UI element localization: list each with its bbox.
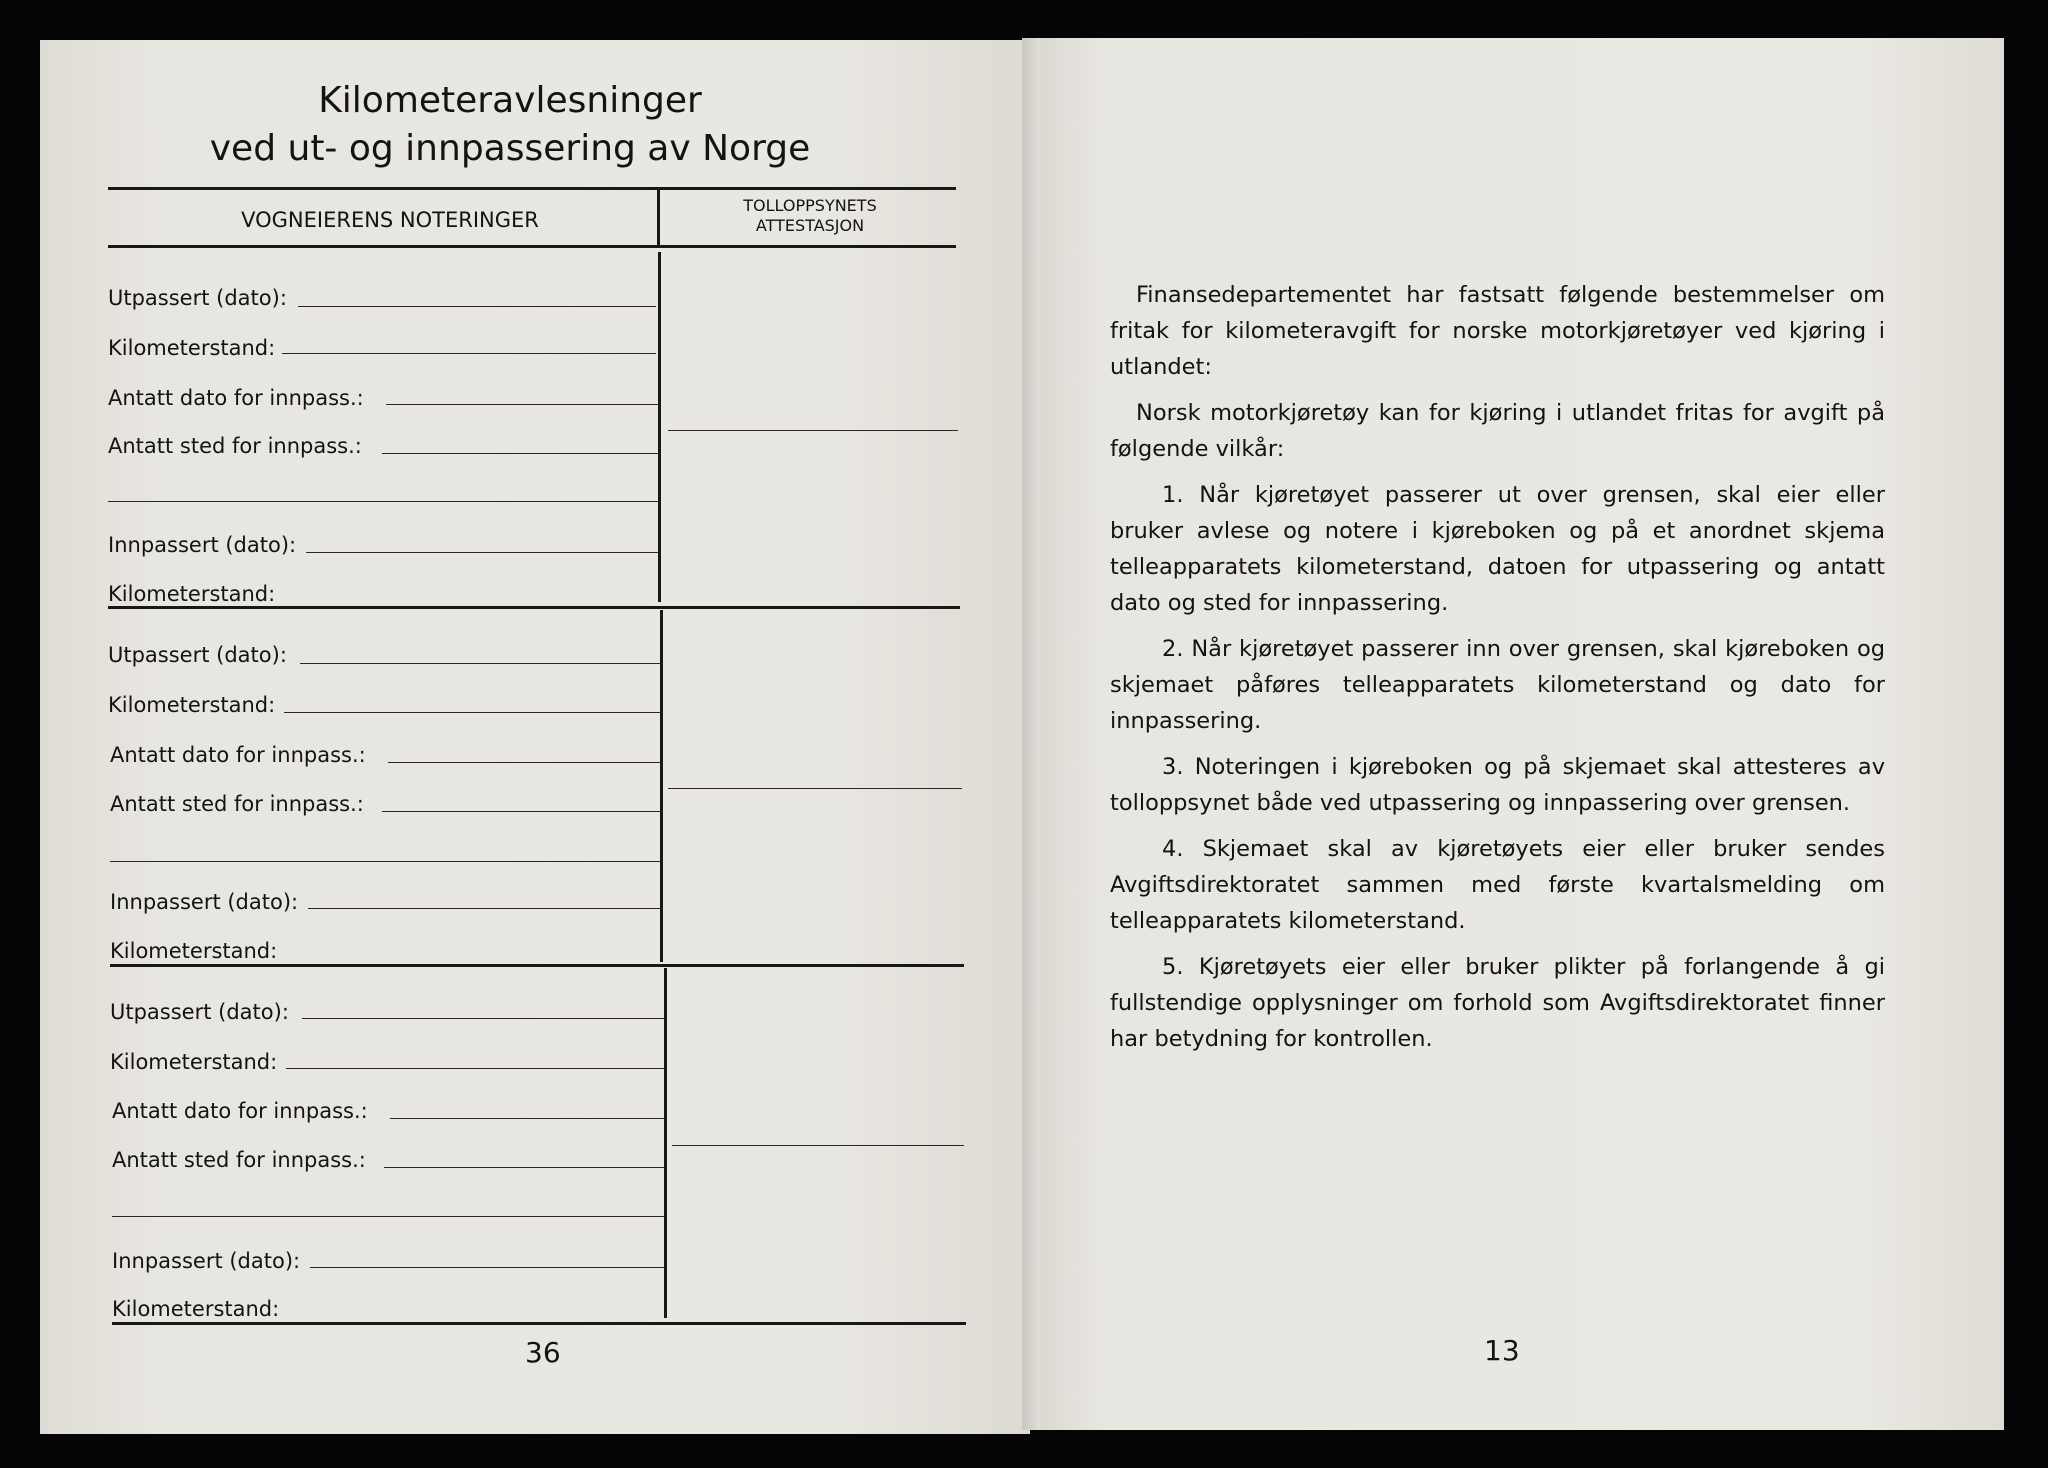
field-antatt-sted: Antatt sted for innpass.: [108,434,362,458]
field-antatt-dato: Antatt dato for innpass.: [108,386,364,410]
column-divider-2 [660,610,663,962]
fill-line[interactable] [110,861,660,862]
section-rule [112,1322,966,1325]
header-column-divider [657,190,660,246]
fill-line[interactable] [386,404,658,405]
fill-line[interactable] [284,712,660,713]
fill-line[interactable] [388,762,660,763]
field-kilometerstand: Kilometerstand: [108,693,276,717]
column-divider-3 [664,968,667,1318]
fill-line[interactable] [310,1267,664,1268]
rule-3 [1110,749,1885,821]
rule-text: Når kjøretøyet passerer inn over grensen, skal kjøreboken og skjemaet påføres telleapparatets kilometerstand og dato for innpassering. [1110,636,1885,734]
rule-1 [1110,477,1885,621]
rule-number: 3. [1162,754,1184,780]
rule-number: 2. [1162,636,1184,662]
field-utpassert: Utpassert (dato): [108,643,287,667]
rule-4 [1110,831,1885,939]
fill-line[interactable] [384,1167,664,1168]
page-number-right: 13 [1484,1334,1520,1367]
field-utpassert: Utpassert (dato): [108,286,287,310]
fill-line[interactable] [308,908,660,909]
customs-attest-line[interactable] [668,430,958,431]
regulations-text [1110,277,1885,1067]
fill-line[interactable] [390,1118,664,1119]
field-kilometerstand: Kilometerstand: [112,1297,280,1321]
field-antatt-dato: Antatt dato for innpass.: [110,743,366,767]
left-page [40,40,1030,1434]
column-customs-line1: TOLLOPPSYNETS [743,196,877,215]
fill-line[interactable] [286,1068,664,1069]
rule-text: Noteringen i kjøreboken og på skjemaet skal attesteres av tolloppsynet både ved utpassering og innpassering over grensen. [1110,754,1886,816]
rule-text: Kjøretøyets eier eller bruker plikter på forlangende å gi fullstendige opplysninger om forhold som Avgiftsdirektoratet finner har betydning for kontrollen. [1110,954,1885,1052]
intro-paragraph: Finansedepartementet har fastsatt følgende bestemmelser om fritak for kilometeravgift for norske motorkjøretøyer ved kjøring i utlandet: [1110,282,1885,380]
rule-number: 4. [1162,836,1184,862]
field-utpassert: Utpassert (dato): [110,1000,289,1024]
rule-5 [1110,949,1885,1057]
section-rule [110,964,964,967]
fill-line[interactable] [306,552,658,553]
column-customs-line2: ATTESTASJON [755,216,865,235]
rule-number: 5. [1162,954,1184,980]
fill-line[interactable] [382,453,658,454]
fill-line[interactable] [112,1216,664,1217]
book-gutter [1022,38,1040,1430]
field-kilometerstand: Kilometerstand: [108,336,276,360]
form-title-line2: ved ut- og innpassering av Norge [209,128,811,169]
customs-attest-line[interactable] [668,788,962,789]
fill-line[interactable] [108,501,658,502]
rule-2 [1110,631,1885,739]
header-bottom-rule [108,245,956,248]
customs-attest-line[interactable] [672,1145,964,1146]
field-kilometerstand: Kilometerstand: [110,1050,278,1074]
field-kilometerstand: Kilometerstand: [110,939,278,963]
rule-text: Når kjøretøyet passerer ut over grensen, skal eier eller bruker avlese og notere i kjøreboken og på et anordnet skjema telleapparatets kilometerstand, datoen for utpassering og antatt dato og sted for innpassering. [1110,482,1885,616]
form-title-line1: Kilometeravlesninger [318,80,702,121]
fill-line[interactable] [382,811,660,812]
header-top-rule [108,187,956,190]
field-innpassert: Innpassert (dato): [110,890,299,914]
fill-line[interactable] [302,1018,664,1019]
field-innpassert: Innpassert (dato): [108,533,297,557]
page-number-left: 36 [525,1336,561,1369]
rule-number: 1. [1162,482,1184,508]
fill-line[interactable] [300,663,660,664]
field-antatt-dato: Antatt dato for innpass.: [112,1099,368,1123]
fill-line[interactable] [282,353,656,354]
section-rule [108,606,960,609]
rule-text: Skjemaet skal av kjøretøyets eier eller bruker sendes Avgiftsdirektoratet sammen med første kvartalsmelding om telleapparatets kilometerstand. [1110,836,1885,934]
field-antatt-sted: Antatt sted for innpass.: [112,1148,366,1172]
field-antatt-sted: Antatt sted for innpass.: [110,792,364,816]
condition-paragraph: Norsk motorkjøretøy kan for kjøring i utlandet fritas for avgift på følgende vilkår: [1110,400,1885,462]
field-innpassert: Innpassert (dato): [112,1249,301,1273]
column-owner-notes: VOGNEIERENS NOTERINGER [241,208,539,232]
column-divider-1 [658,252,661,602]
field-kilometerstand: Kilometerstand: [108,582,276,606]
fill-line[interactable] [298,306,656,307]
